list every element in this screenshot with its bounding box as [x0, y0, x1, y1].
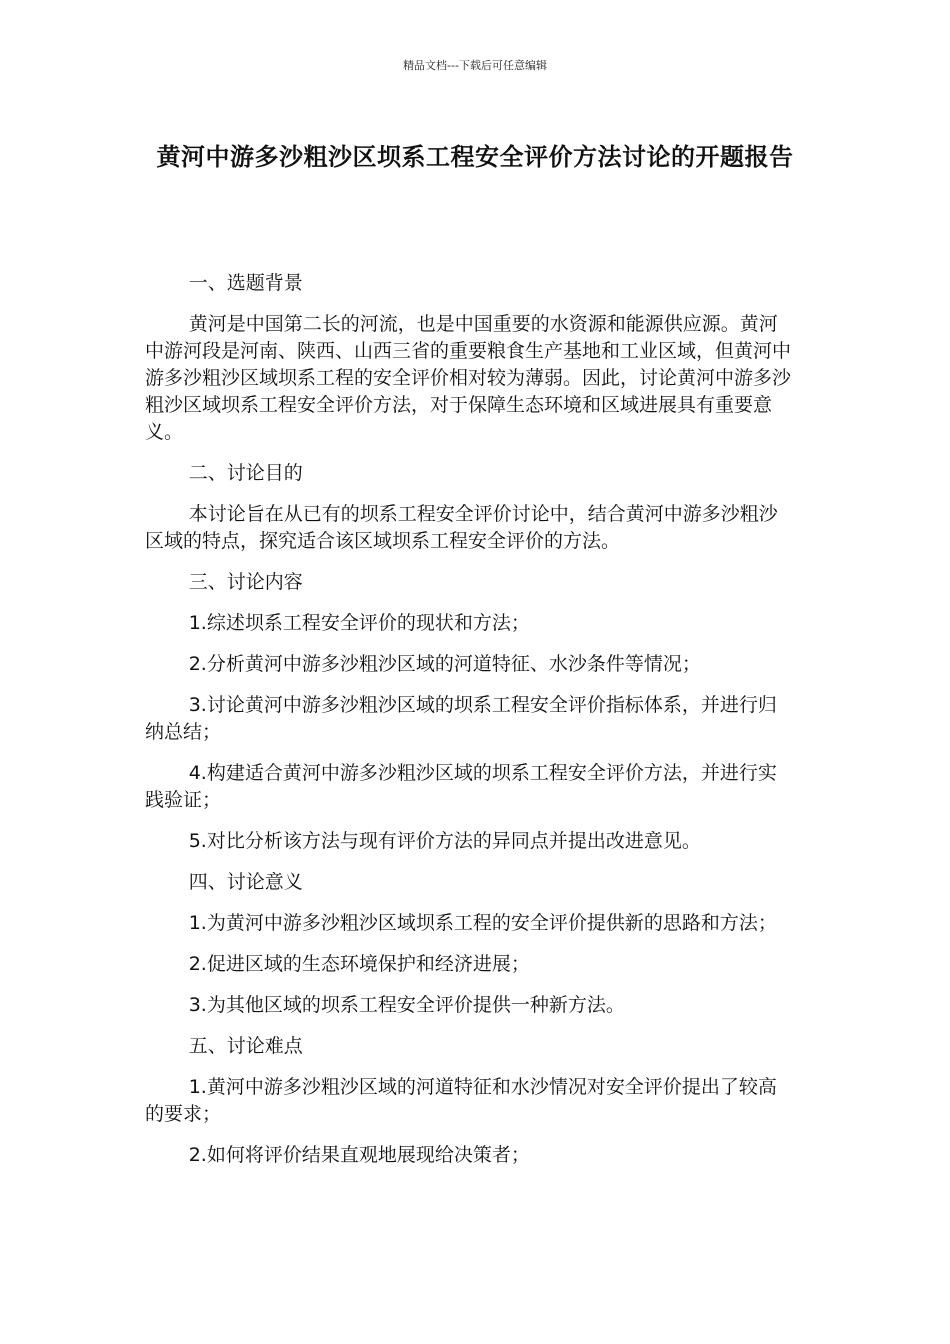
paragraph-purpose: 本讨论旨在从已有的坝系工程安全评价讨论中，结合黄河中游多沙粗沙区域的特点，探究适合该区域坝系工程安全评价的方法。	[145, 503, 778, 552]
list-item: 2.促进区域的生态环境保护和经济进展；	[188, 953, 530, 975]
list-item: 5.对比分析该方法与现有评价方法的异同点并提出改进意见。	[188, 830, 701, 852]
page-header: 精品文档---下载后可任意编辑	[403, 59, 547, 72]
paragraph-background: 黄河是中国第二长的河流，也是中国重要的水资源和能源供应源。黄河中游河段是河南、陕西、山西三省的重要粮食生产基地和工业区域，但黄河中游多沙粗沙区域坝系工程的安全评价相对较为薄弱。因此，讨论黄河中游多沙粗沙区域坝系工程安全评价方法，对于保障生态环境和区域进展具有重要意义。	[145, 313, 792, 443]
section-heading-content: 三、讨论内容	[188, 571, 303, 593]
section-heading-background: 一、选题背景	[188, 272, 303, 294]
list-item: 1.为黄河中游多沙粗沙区域坝系工程的安全评价提供新的思路和方法；	[188, 912, 777, 934]
section-heading-difficulties: 五、讨论难点	[188, 1035, 303, 1057]
list-item: 1.综述坝系工程安全评价的现状和方法；	[188, 612, 530, 634]
section-heading-purpose: 二、讨论目的	[188, 462, 303, 484]
list-item: 2.分析黄河中游多沙粗沙区域的河道特征、水沙条件等情况；	[188, 653, 701, 675]
document-title: 黄河中游多沙粗沙区坝系工程安全评价方法讨论的开题报告	[156, 143, 794, 171]
list-item: 3.讨论黄河中游多沙粗沙区域的坝系工程安全评价指标体系，并进行归纳总结；	[145, 694, 777, 743]
list-item: 1.黄河中游多沙粗沙区域的河道特征和水沙情况对安全评价提出了较高的要求；	[145, 1076, 777, 1125]
section-heading-significance: 四、讨论意义	[188, 871, 303, 893]
list-item: 2.如何将评价结果直观地展现给决策者；	[188, 1144, 530, 1166]
list-item: 4.构建适合黄河中游多沙粗沙区域的坝系工程安全评价方法，并进行实践验证；	[145, 762, 777, 811]
list-item: 3.为其他区域的坝系工程安全评价提供一种新方法。	[188, 994, 625, 1016]
document-body	[145, 270, 793, 1183]
